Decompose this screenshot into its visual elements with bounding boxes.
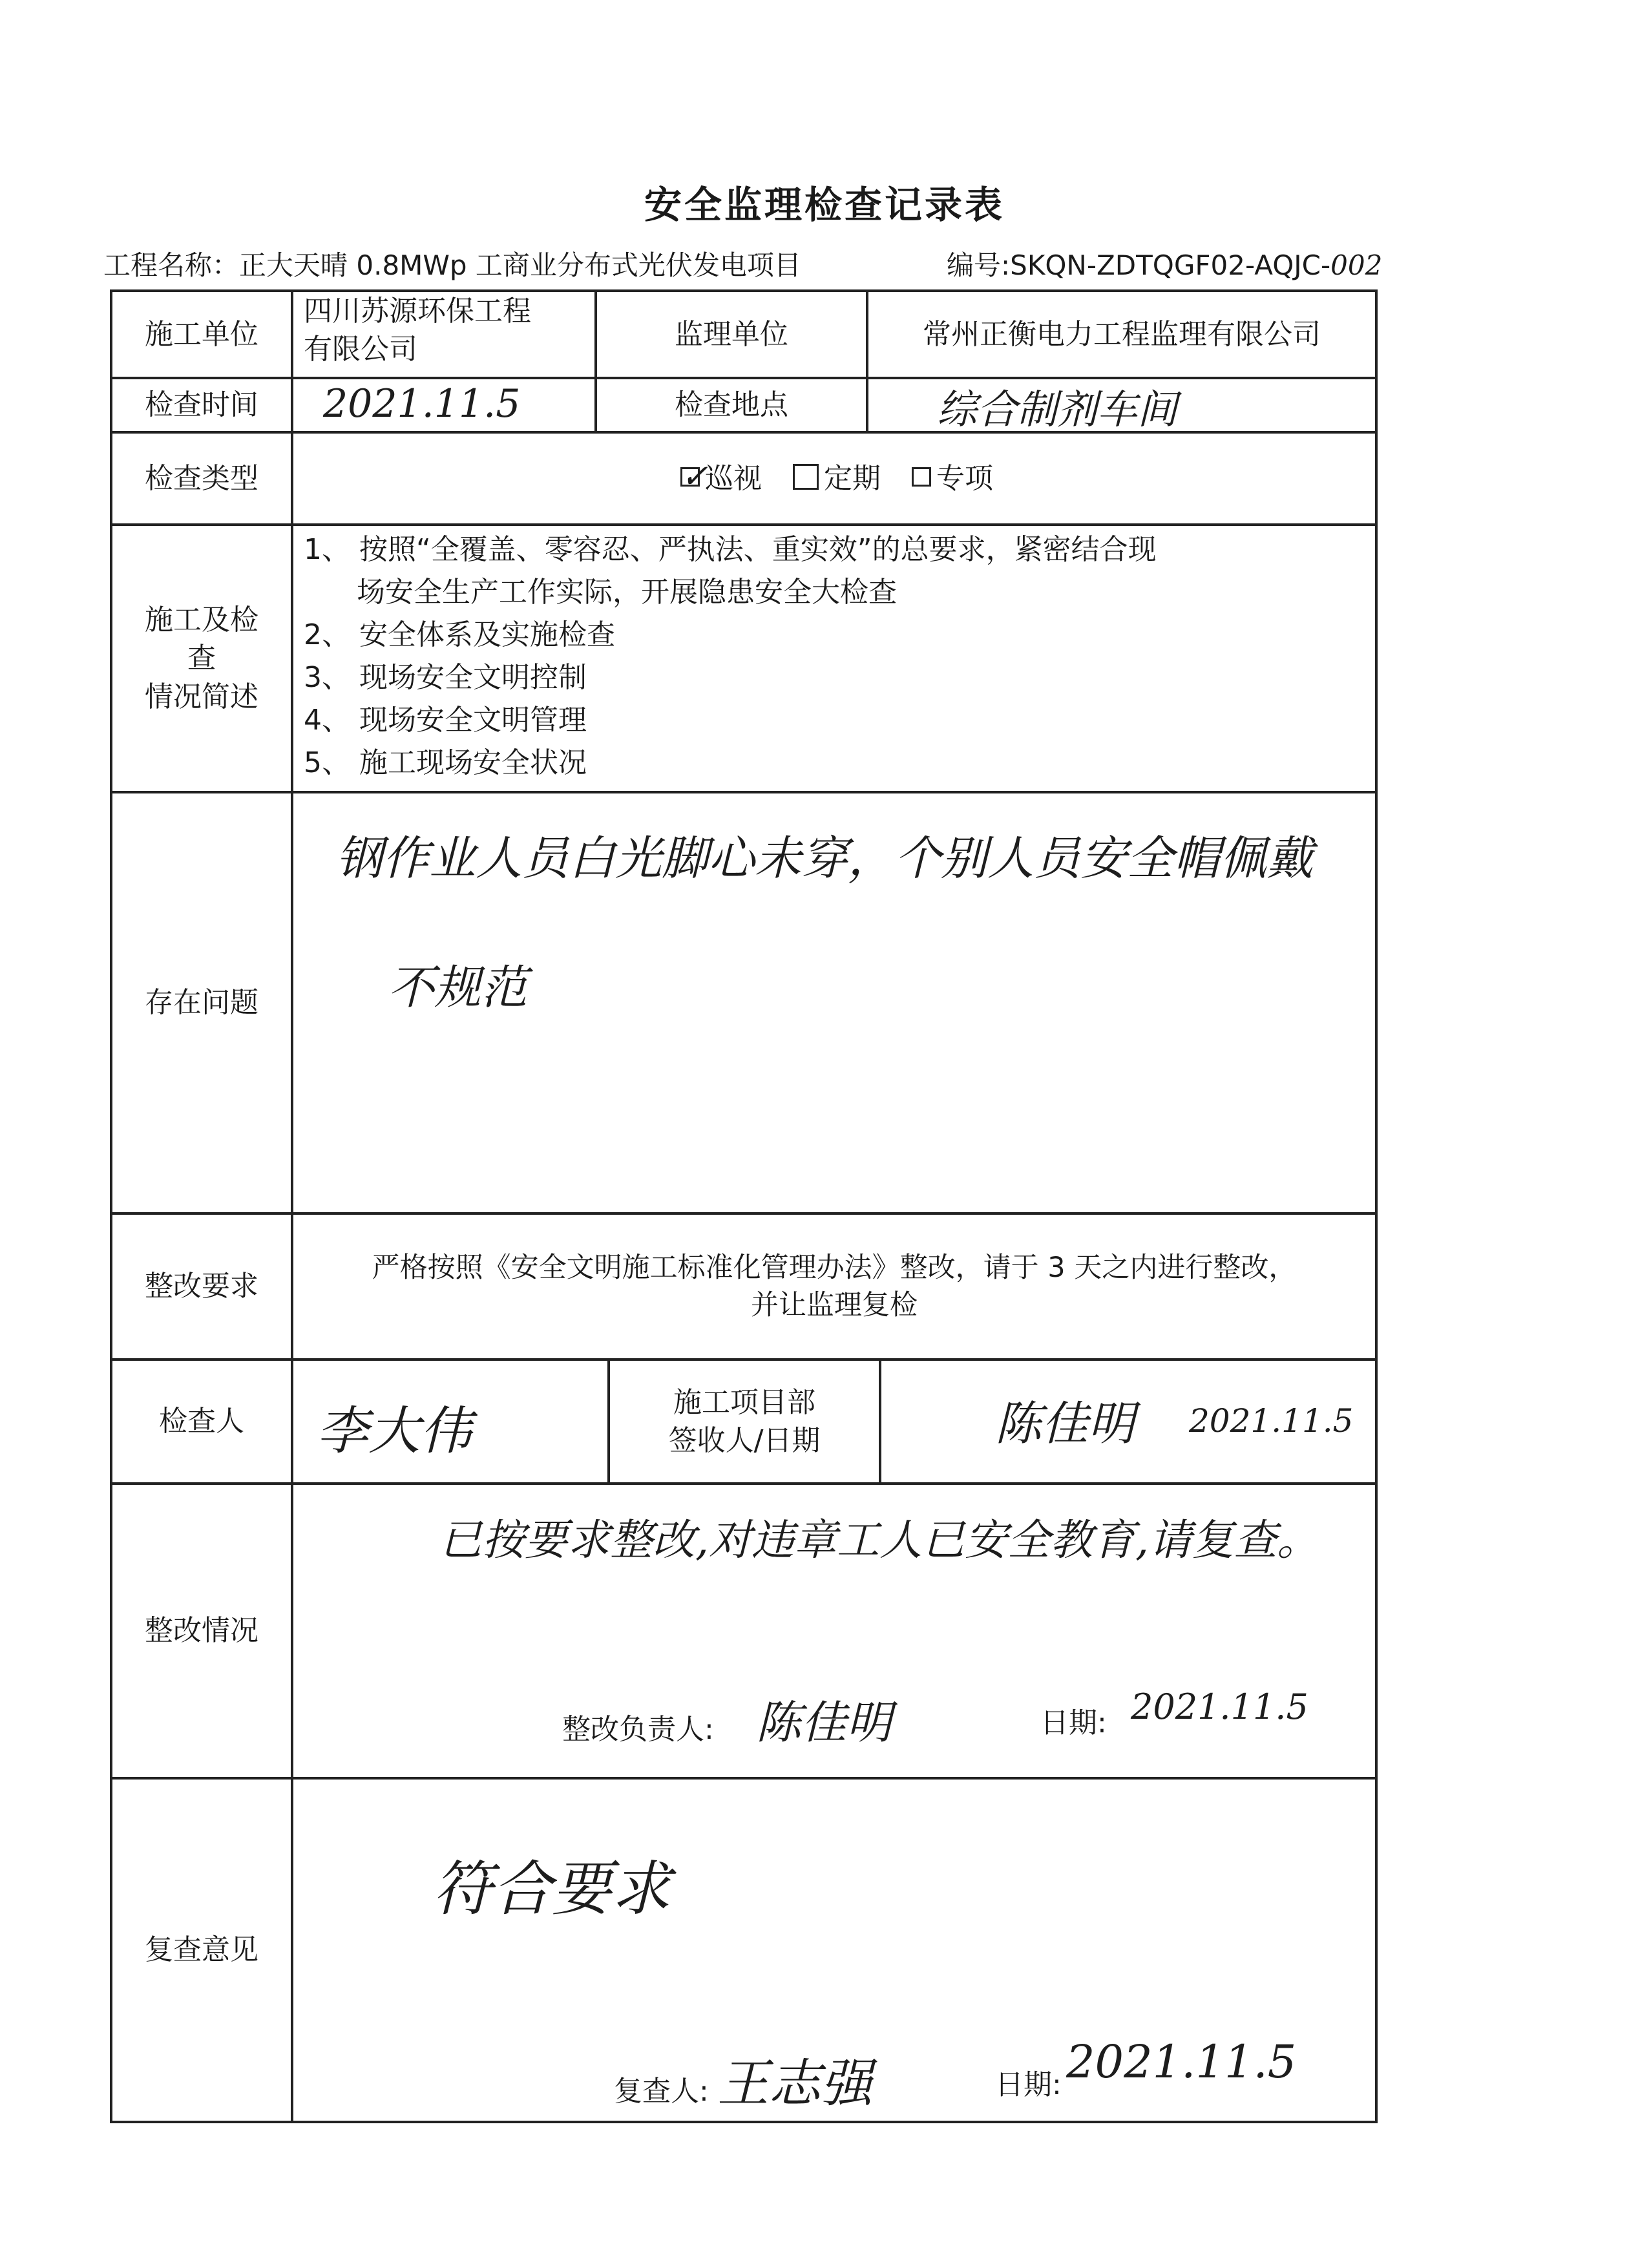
row-line: [110, 523, 1378, 526]
checkbox-periodic[interactable]: [793, 464, 819, 490]
list-item: 5、 施工现场安全状况: [304, 746, 587, 779]
project-label: 工程名称：: [103, 249, 240, 281]
supervision-unit-label: 监理单位: [675, 317, 788, 351]
type-patrol-label: 巡视: [705, 461, 762, 495]
review-text: 符合要求: [433, 1854, 671, 1924]
responsible-date: 2021.11.5: [1131, 1686, 1308, 1727]
document-code: [947, 244, 1382, 283]
description-label-line3: 情况简述: [145, 680, 258, 713]
rectification-req-line2: 并让监理复检: [751, 1289, 918, 1321]
description-list: [304, 529, 1376, 784]
checkbox-patrol[interactable]: [680, 457, 708, 495]
type-periodic-label: 定期: [824, 461, 881, 495]
inspector-label: 检查人: [159, 1405, 244, 1438]
type-special-label: 专项: [936, 461, 993, 495]
description-label-line2: 查: [187, 642, 216, 675]
list-item: 4、 现场安全文明管理: [304, 704, 587, 737]
col-divider: [879, 1358, 881, 1485]
reviewer-date: 2021.11.5: [1066, 2035, 1297, 2088]
review-label: 复查意见: [145, 1933, 258, 1967]
inspection-type-options: [293, 434, 1375, 523]
list-item: 3、 现场安全文明控制: [304, 661, 587, 694]
rectification-requirement-label: 整改要求: [145, 1270, 258, 1303]
responsible-label: 整改负责人:: [562, 1713, 714, 1746]
row-line: [110, 791, 1378, 793]
issues-label: 存在问题: [145, 986, 258, 1020]
construction-unit-label: 施工单位: [145, 317, 258, 351]
row-line: [110, 2121, 1378, 2123]
reviewer-date-label: 日期:: [995, 2068, 1062, 2101]
list-item: 场安全生产工作实际，开展隐患安全大检查: [357, 576, 897, 609]
receiver-label-line1: 施工项目部: [673, 1385, 815, 1419]
rectification-requirement-text: [293, 1215, 1375, 1358]
label-column-divider: [291, 289, 293, 2123]
inspection-place-value: 综合制剂车间: [937, 386, 1178, 433]
inspection-place-label: 检查地点: [675, 388, 788, 422]
code-label: 编号:: [947, 249, 1011, 281]
responsible-date-label: 日期:: [1040, 1706, 1107, 1739]
receiver-label-line2: 签收人/日期: [668, 1424, 821, 1457]
row-line: [110, 1777, 1378, 1780]
reviewer-signature: 王志强: [717, 2053, 872, 2114]
issues-line2: 不规范: [388, 960, 528, 1014]
rectification-status-label: 整改情况: [145, 1614, 258, 1648]
description-label: [112, 526, 291, 791]
description-label-line1: 施工及检: [145, 603, 258, 636]
project-name: 正大天晴 0.8MWp 工商业分布式光伏发电项目: [239, 249, 801, 281]
responsible-signature: 陈佳明: [756, 1696, 892, 1749]
document-title: 安全监理检查记录表: [644, 183, 1005, 227]
supervision-unit-value: 常州正衡电力工程监理有限公司: [923, 317, 1321, 351]
rectification-req-line1: 严格按照《安全文明施工标准化管理办法》整改，请于 3 天之内进行整改，: [372, 1251, 1297, 1284]
inspector-signature: 李大伟: [317, 1401, 472, 1461]
issues-line1: 钢作业人员白光脚心未穿，个别人员安全帽佩戴: [336, 831, 1314, 885]
code-value: SKQN-ZDTQGF02-AQJC-: [1010, 249, 1331, 281]
rectification-status-text: 已按要求整改,对违章工人已安全教育,请复查。: [439, 1515, 1319, 1565]
construction-unit-line1: 四川苏源环保工程: [304, 295, 531, 328]
construction-unit-line2: 有限公司: [304, 333, 417, 366]
checkbox-special[interactable]: [912, 467, 931, 487]
list-item: 1、 按照“全覆盖、零容忍、严执法、重实效”的总要求，紧密结合现: [304, 533, 1157, 566]
list-item: 2、 安全体系及实施检查: [304, 618, 615, 651]
project-line: [103, 244, 1383, 283]
receiver-label: [610, 1361, 879, 1482]
code-handwritten: 002: [1330, 249, 1383, 281]
construction-unit-value: [304, 292, 594, 377]
receiver-date: 2021.11.5: [1189, 1402, 1354, 1440]
inspection-time-value: 2021.11.5: [323, 381, 521, 426]
check-mark-icon: ✓: [681, 457, 708, 495]
reviewer-label: 复查人:: [614, 2075, 709, 2108]
inspection-type-label: 检查类型: [145, 461, 258, 495]
row-line: [110, 1482, 1378, 1485]
receiver-signature: 陈佳明: [995, 1396, 1135, 1451]
inspection-time-label: 检查时间: [145, 388, 258, 422]
